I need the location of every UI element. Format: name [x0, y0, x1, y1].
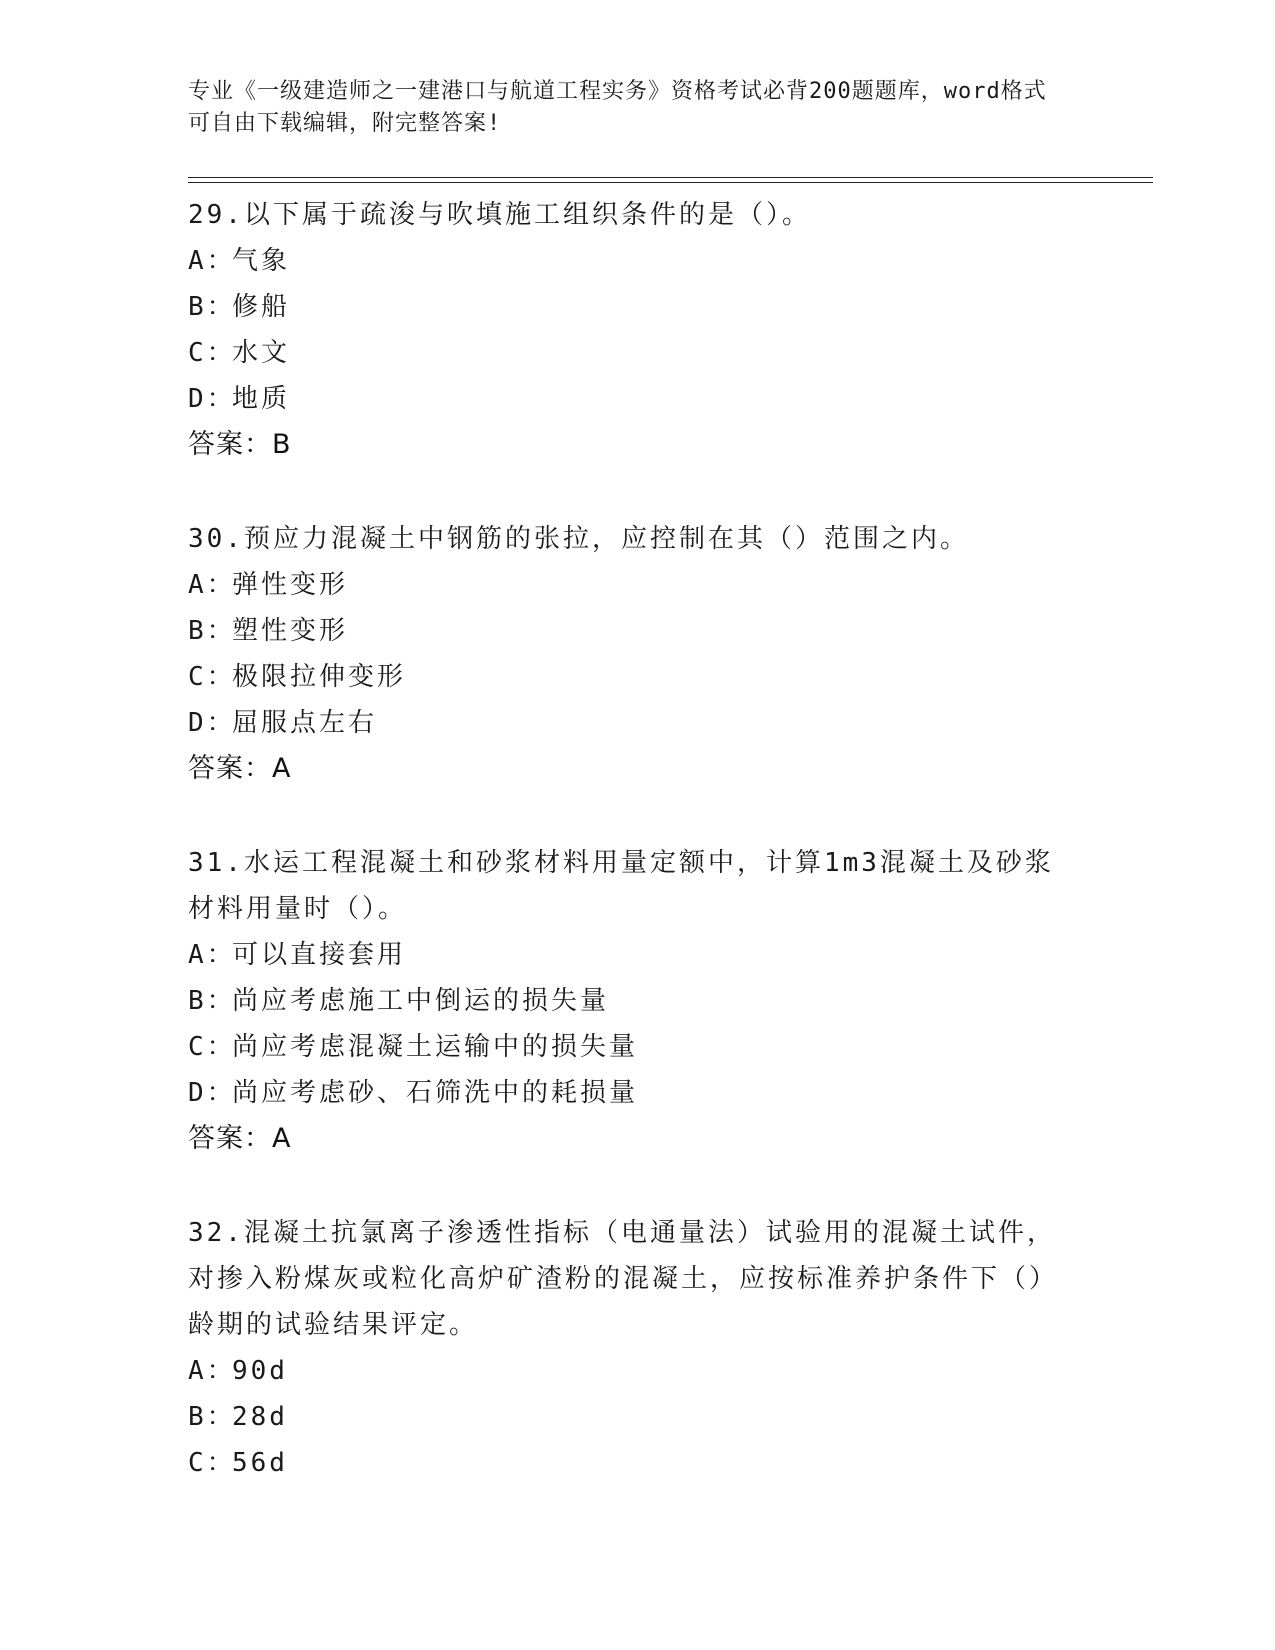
option-letter: C： [188, 338, 236, 368]
option-a [188, 932, 1068, 978]
option-c [188, 654, 1068, 700]
question-list [188, 192, 1068, 1486]
option-letter: A： [188, 246, 236, 276]
question-32 [188, 1210, 1068, 1486]
question-stem: 32.混凝土抗氯离子渗透性指标（电通量法）试验用的混凝土试件，对掺入粉煤灰或粒化高炉矿渣粉的混凝土，应按标准养护条件下（）龄期的试验结果评定。 [188, 1218, 1059, 1340]
header-divider-bottom [188, 182, 1153, 183]
option-text: 塑性变形 [232, 616, 349, 646]
option-text: 56d [232, 1448, 288, 1478]
option-letter: A： [188, 570, 236, 600]
question-30 [188, 516, 1068, 792]
option-d [188, 376, 1068, 422]
option-text: 90d [232, 1356, 288, 1386]
question-stem: 29.以下属于疏浚与吹填施工组织条件的是（）。 [188, 200, 811, 230]
option-text: 可以直接套用 [232, 940, 407, 970]
option-letter: A： [188, 1356, 236, 1386]
option-letter: D： [188, 708, 236, 738]
option-c [188, 1440, 1068, 1486]
option-text: 极限拉伸变形 [232, 662, 407, 692]
answer-line: 答案：A [188, 753, 292, 784]
question-stem: 30.预应力混凝土中钢筋的张拉，应控制在其（）范围之内。 [188, 524, 969, 554]
option-b [188, 978, 1068, 1024]
question-spacer [188, 468, 1068, 516]
question-31 [188, 840, 1068, 1162]
option-text: 尚应考虑施工中倒运的损失量 [232, 986, 610, 1016]
answer-line: 答案：A [188, 1123, 292, 1154]
header-divider-top [188, 177, 1153, 178]
option-text: 屈服点左右 [232, 708, 378, 738]
option-letter: D： [188, 1078, 236, 1108]
option-a [188, 238, 1068, 284]
option-a [188, 1348, 1068, 1394]
option-letter: B： [188, 986, 236, 1016]
answer-line: 答案：B [188, 429, 292, 460]
option-text: 修船 [232, 292, 291, 322]
option-text: 气象 [232, 246, 291, 276]
option-b [188, 1394, 1068, 1440]
option-b [188, 608, 1068, 654]
option-letter: C： [188, 662, 236, 692]
option-letter: B： [188, 1402, 236, 1432]
question-stem: 31.水运工程混凝土和砂浆材料用量定额中，计算1m3混凝土及砂浆材料用量时（）。 [188, 848, 1054, 924]
option-d [188, 700, 1068, 746]
option-d [188, 1070, 1068, 1116]
option-letter: B： [188, 616, 236, 646]
option-text: 尚应考虑混凝土运输中的损失量 [232, 1032, 639, 1062]
option-text: 28d [232, 1402, 288, 1432]
option-text: 水文 [232, 338, 291, 368]
question-spacer [188, 792, 1068, 840]
option-b [188, 284, 1068, 330]
option-letter: B： [188, 292, 236, 322]
question-29 [188, 192, 1068, 468]
option-letter: D： [188, 384, 236, 414]
option-text: 尚应考虑砂、石筛洗中的耗损量 [232, 1078, 639, 1108]
question-spacer [188, 1162, 1068, 1210]
option-letter: C： [188, 1448, 236, 1478]
option-letter: C： [188, 1032, 236, 1062]
option-a [188, 562, 1068, 608]
option-c [188, 330, 1068, 376]
document-header: 专业《一级建造师之一建港口与航道工程实务》资格考试必背200题题库，word格式可自由下载编辑，附完整答案! [188, 79, 1047, 136]
option-text: 地质 [232, 384, 291, 414]
option-text: 弹性变形 [232, 570, 349, 600]
option-c [188, 1024, 1068, 1070]
option-letter: A： [188, 940, 236, 970]
